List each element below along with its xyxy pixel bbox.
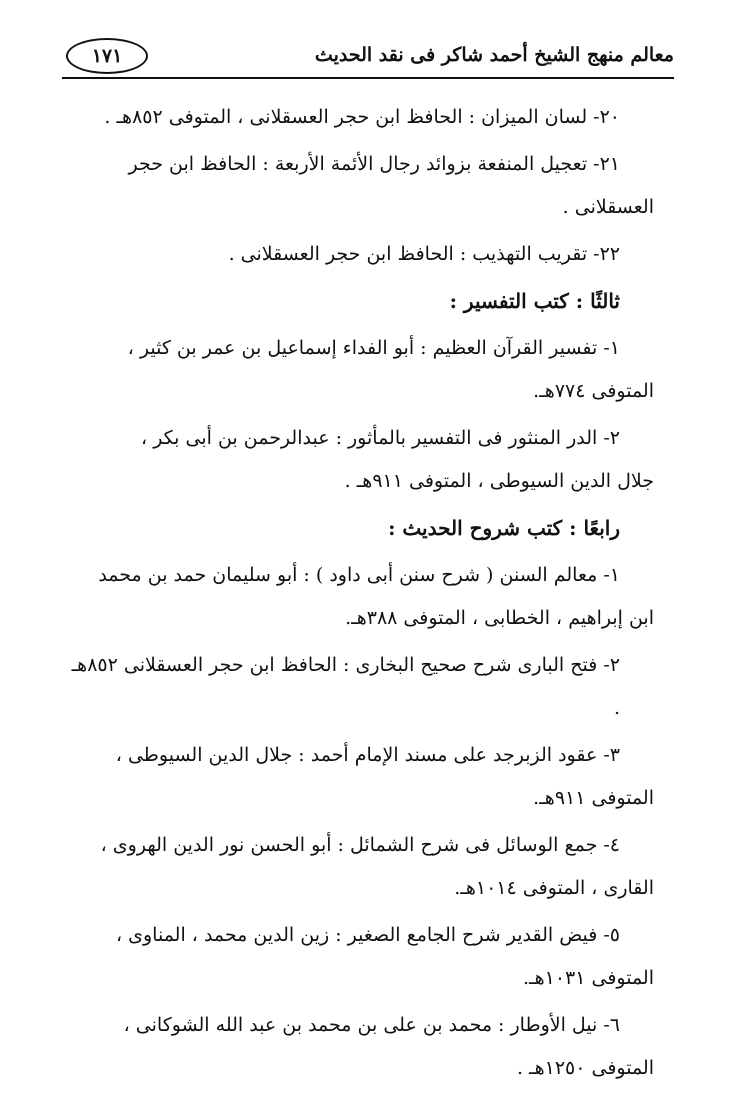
entry-line: ٦- نيل الأوطار : محمد بن على بن محمد بن عبد الله الشوكانى ،: [123, 1014, 620, 1036]
entry-continuation: العسقلانى .: [562, 196, 654, 218]
entry-line: ٢- الدر المنثور فى التفسير بالمأثور : عبدالرحمن بن أبى بكر ،: [141, 427, 620, 449]
list-item: [64, 644, 654, 730]
entry-line: ٢١- تعجيل المنفعة بزوائد رجال الأئمة الأربعة : الحافظ ابن حجر: [128, 153, 620, 175]
running-title: معالم منهج الشيخ أحمد شاكر فى نقد الحديث: [314, 44, 674, 66]
list-item: [64, 554, 654, 640]
entry-line: ٢٠- لسان الميزان : الحافظ ابن حجر العسقلانى ، المتوفى ٨٥٢هـ .: [104, 106, 620, 128]
entry-line: ٤- جمع الوسائل فى شرح الشمائل : أبو الحسن نور الدين الهروى ،: [100, 834, 620, 856]
entry-line: ٣- عقود الزبرجد على مسند الإمام أحمد : جلال الدين السيوطى ،: [115, 744, 620, 766]
list-item: [64, 327, 654, 413]
entry-continuation: ابن إبراهيم ، الخطابى ، المتوفى ٣٨٨هـ.: [345, 607, 654, 629]
entry-continuation: القارى ، المتوفى ١٠١٤هـ.: [454, 877, 654, 899]
entry-line: ١- معالم السنن ( شرح سنن أبى داود ) : أبو سليمان حمد بن محمد: [98, 564, 620, 586]
list-item: [64, 417, 654, 503]
list-item: [64, 824, 654, 910]
section-heading-tafsir: ثالثًا : كتب التفسير :: [449, 289, 620, 313]
list-item: [64, 914, 654, 1000]
entry-continuation: المتوفى ١٢٥٠هـ .: [516, 1057, 654, 1079]
page-body: [64, 96, 654, 1090]
list-item: [64, 96, 654, 139]
entry-line: ٥- فيض القدير شرح الجامع الصغير : زين الدين محمد ، المناوى ،: [115, 924, 620, 946]
list-item: [64, 734, 654, 820]
list-item: [64, 143, 654, 229]
page-header: [62, 30, 674, 86]
list-item: [64, 1004, 654, 1090]
entry-continuation: المتوفى ١٠٣١هـ.: [522, 967, 654, 989]
header-rule: [62, 77, 674, 79]
list-item: [64, 233, 654, 276]
entry-continuation: جلال الدين السيوطى ، المتوفى ٩١١هـ .: [344, 470, 654, 492]
entry-continuation: المتوفى ٩١١هـ.: [533, 787, 654, 809]
entry-line: ١- تفسير القرآن العظيم : أبو الفداء إسماعيل بن عمر بن كثير ،: [127, 337, 620, 359]
entry-line: ٢٢- تقريب التهذيب : الحافظ ابن حجر العسقلانى .: [228, 243, 620, 265]
entry-continuation: المتوفى ٧٧٤هـ.: [533, 380, 654, 402]
page-number: ١٧١: [66, 38, 148, 74]
entry-line: ٢- فتح البارى شرح صحيح البخارى : الحافظ ابن حجر العسقلانى ٨٥٢هـ .: [71, 654, 620, 719]
section-heading-shuruh: رابعًا : كتب شروح الحديث :: [388, 516, 620, 540]
